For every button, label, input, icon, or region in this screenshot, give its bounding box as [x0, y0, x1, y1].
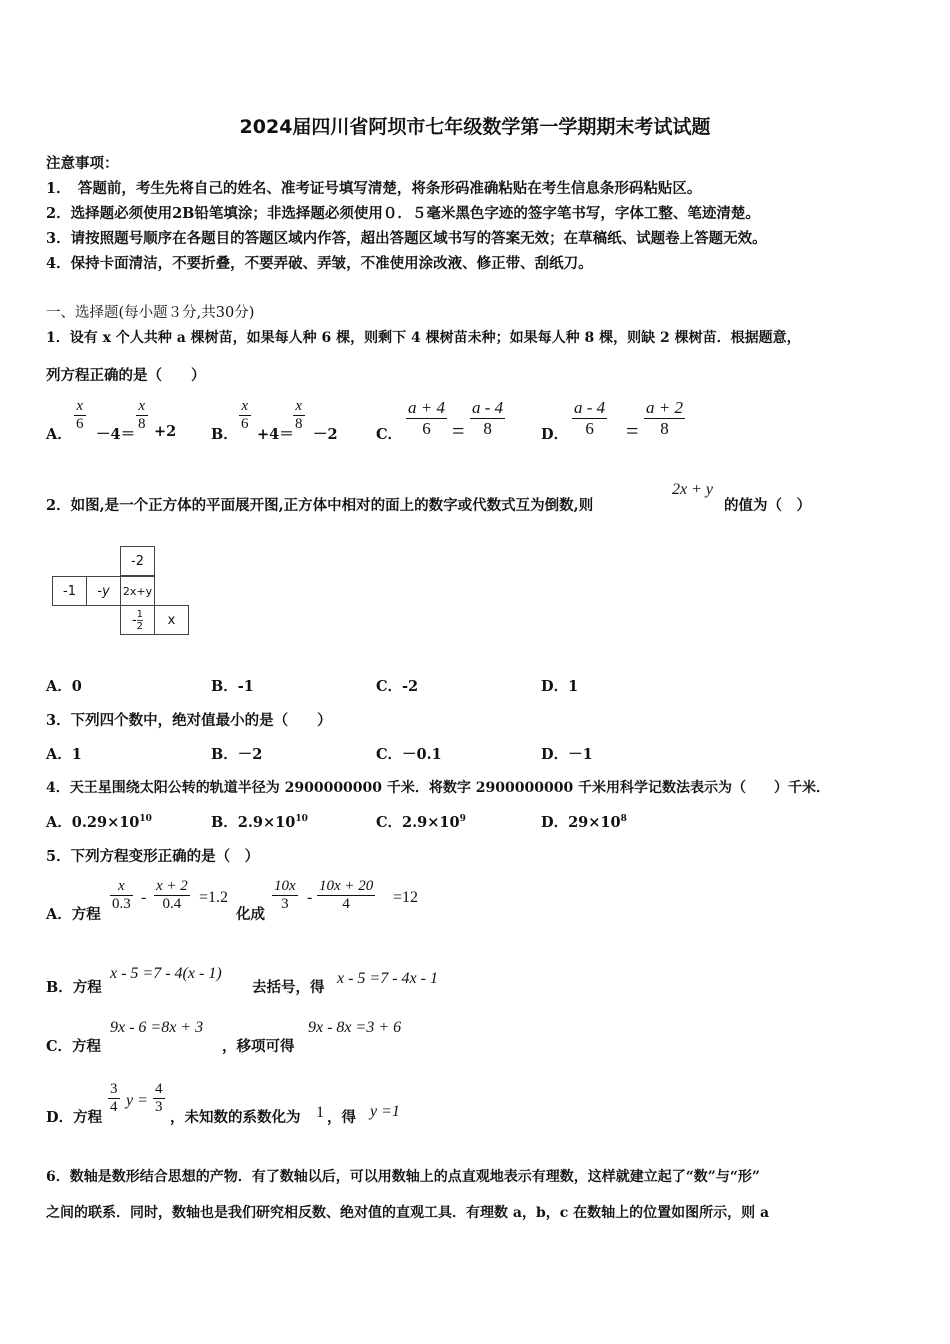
- q5-d-mid: ，未知数的系数化为: [170, 1109, 301, 1126]
- q5-option-a-label: A．方程: [46, 906, 101, 923]
- q1-c-fraction-1: $\frac{a + 4}{6}$: [408, 398, 445, 438]
- q5-a-minus-2: -: [307, 889, 313, 906]
- q5-b-mid: 去括号，得: [252, 979, 325, 996]
- q5-option-c-label: C．方程: [46, 1038, 102, 1055]
- q1-a-end: +2: [154, 423, 177, 440]
- question-2-text: 2．如图,是一个正方体的平面展开图,正方体中相对的面上的数字或代数式互为倒数,则: [46, 497, 594, 514]
- q1-d-equals: =: [626, 418, 639, 443]
- q1-b-fraction-2: $\frac{x}{8}$: [295, 398, 303, 432]
- q5-b-expr-1: x - 5 =7 - 4(x - 1): [110, 965, 222, 982]
- q5-d-y: y =: [126, 1092, 148, 1109]
- net-bottom-den: 2: [136, 620, 144, 632]
- q1-c-fraction-2: $\frac{a - 4}{8}$: [472, 398, 504, 438]
- q5-a-fraction-3: $\frac{10x}{3}$: [274, 878, 296, 912]
- q1-option-a-label: A．: [46, 426, 72, 443]
- q5-a-rhs-2: =12: [393, 889, 419, 906]
- q1-b-fraction-1: $\frac{x}{6}$: [241, 398, 249, 432]
- net-cell-bottom: [120, 605, 155, 635]
- net-bottom-num: 1: [136, 608, 144, 620]
- q5-c-mid: ，移项可得: [222, 1038, 295, 1055]
- q1-c-equals: =: [452, 418, 465, 443]
- q5-b-expr-2: x - 5 =7 - 4x - 1: [337, 970, 438, 987]
- q1-b-end: －2: [313, 426, 338, 443]
- question-1-text: 1．设有 x 个人共种 a 棵树苗，如果每人种 6 棵，则剩下 4 棵树苗未种；如果每人种 8 棵，则缺 2 棵树苗．根据题意，: [46, 330, 801, 346]
- q5-a-minus: -: [141, 889, 147, 906]
- q5-c-expr-2: 9x - 8x =3 + 6: [308, 1019, 402, 1036]
- net-cell-left1: -1: [52, 576, 87, 606]
- q5-option-d-label: D．方程: [46, 1109, 103, 1126]
- q1-option-d-label: D．: [541, 426, 569, 443]
- q4-option-a: A．$0.29\times 10^{10}$: [46, 814, 152, 831]
- q4-option-c: C．$2.9\times 10^9$: [376, 814, 466, 831]
- net-bottom-fraction: [137, 609, 143, 632]
- q3-option-a: A．1: [46, 746, 82, 763]
- q1-option-c-label: C．: [376, 426, 403, 443]
- q5-a-fraction-4: $\frac{10x + 20}{4}$: [319, 878, 374, 912]
- q5-a-mid: 化成: [236, 906, 265, 923]
- question-5-text: 5．下列方程变形正确的是（ ）: [46, 848, 260, 865]
- q4-option-b: B．$2.9\times 10^{10}$: [211, 814, 308, 831]
- q4-option-d: D．$29\times 10^8$: [541, 814, 627, 831]
- question-1-text-cont: 列方程正确的是（ ）: [46, 367, 206, 384]
- question-3-text: 3．下列四个数中，绝对值最小的是（ ）: [46, 712, 332, 729]
- question-4-text: 4．天王星围绕太阳公转的轨道半径为 2900000000 千米．将数字 2900000000 千米用科学记数法表示为（ ）千米．: [46, 780, 831, 796]
- net-cell-center: 2x+y: [120, 576, 155, 606]
- q5-d-mid-2: ，得: [327, 1109, 356, 1126]
- net-cell-left2: -y: [86, 576, 121, 606]
- notice-item: 3．请按照题号顺序在各题目的答题区域内作答，超出答题区域书写的答案无效；在草稿纸、试题卷上答题无效。: [46, 230, 767, 247]
- q1-a-mid: －4＝: [96, 426, 136, 443]
- q2-option-c: C．-2: [376, 678, 419, 695]
- q1-a-fraction-1: $\frac{x}{6}$: [76, 398, 84, 432]
- page-title: 2024届四川省阿坝市七年级数学第一学期期末考试试题: [239, 116, 711, 138]
- q2-option-a: A．0: [46, 678, 82, 695]
- section-heading: 一、选择题(每小题３分,共30分): [46, 305, 255, 321]
- q1-option-b-label: B．: [211, 426, 238, 443]
- net-cell-right: x: [154, 605, 189, 635]
- notice-item: 1． 答题前，考生先将自己的姓名、准考证号填写清楚，将条形码准确粘贴在考生信息条形码粘贴区。: [46, 180, 702, 197]
- q1-a-fraction-2: $\frac{x}{8}$: [138, 398, 146, 432]
- question-6-text: 6．数轴是数形结合思想的产物．有了数轴以后，可以用数轴上的点直观地表示有理数，这样就建立起了“数”与“形”: [46, 1169, 760, 1185]
- q5-c-expr-1: 9x - 6 =8x + 3: [110, 1019, 204, 1036]
- q1-d-fraction-2: $\frac{a + 2}{8}$: [646, 398, 683, 438]
- q5-d-fraction-2: $\frac{4}{3}$: [155, 1081, 163, 1115]
- q5-a-fraction-2: $\frac{x + 2}{0.4}$: [156, 878, 188, 912]
- q5-a-rhs: =1.2: [199, 889, 229, 906]
- q3-option-c: C．－0.1: [376, 746, 442, 763]
- net-bottom-sign: -: [131, 612, 137, 628]
- q2-expression: 2x + y: [672, 481, 713, 498]
- q5-d-one: 1: [316, 1104, 324, 1121]
- q3-option-b: B．－2: [211, 746, 263, 763]
- q5-d-result: y =1: [370, 1103, 400, 1120]
- net-cell-top: -2: [120, 546, 155, 576]
- q5-d-fraction-1: $\frac{3}{4}$: [110, 1081, 118, 1115]
- q2-option-b: B．-1: [211, 678, 254, 695]
- q1-d-fraction-1: $\frac{a - 4}{6}$: [574, 398, 606, 438]
- q3-option-d: D．－1: [541, 746, 593, 763]
- notice-item: 2．选择题必须使用2B铅笔填涂；非选择题必须使用０．５毫米黑色字迹的签字笔书写，字体工整、笔迹清楚。: [46, 205, 760, 222]
- q5-a-fraction-1: $\frac{x}{0.3}$: [112, 878, 131, 912]
- notice-heading: 注意事项：: [46, 155, 119, 172]
- q1-b-mid: +4＝: [257, 426, 294, 443]
- question-2-tail: 的值为（ ）: [724, 497, 811, 514]
- q2-option-d: D．1: [541, 678, 579, 695]
- notice-item: 4．保持卡面清洁，不要折叠，不要弄破、弄皱，不准使用涂改液、修正带、刮纸刀。: [46, 255, 593, 272]
- q5-option-b-label: B．方程: [46, 979, 102, 996]
- question-6-text-cont: 之间的联系．同时，数轴也是我们研究相反数、绝对值的直观工具．有理数 a，b，c 在数轴上的位置如图所示，则 a: [46, 1205, 770, 1221]
